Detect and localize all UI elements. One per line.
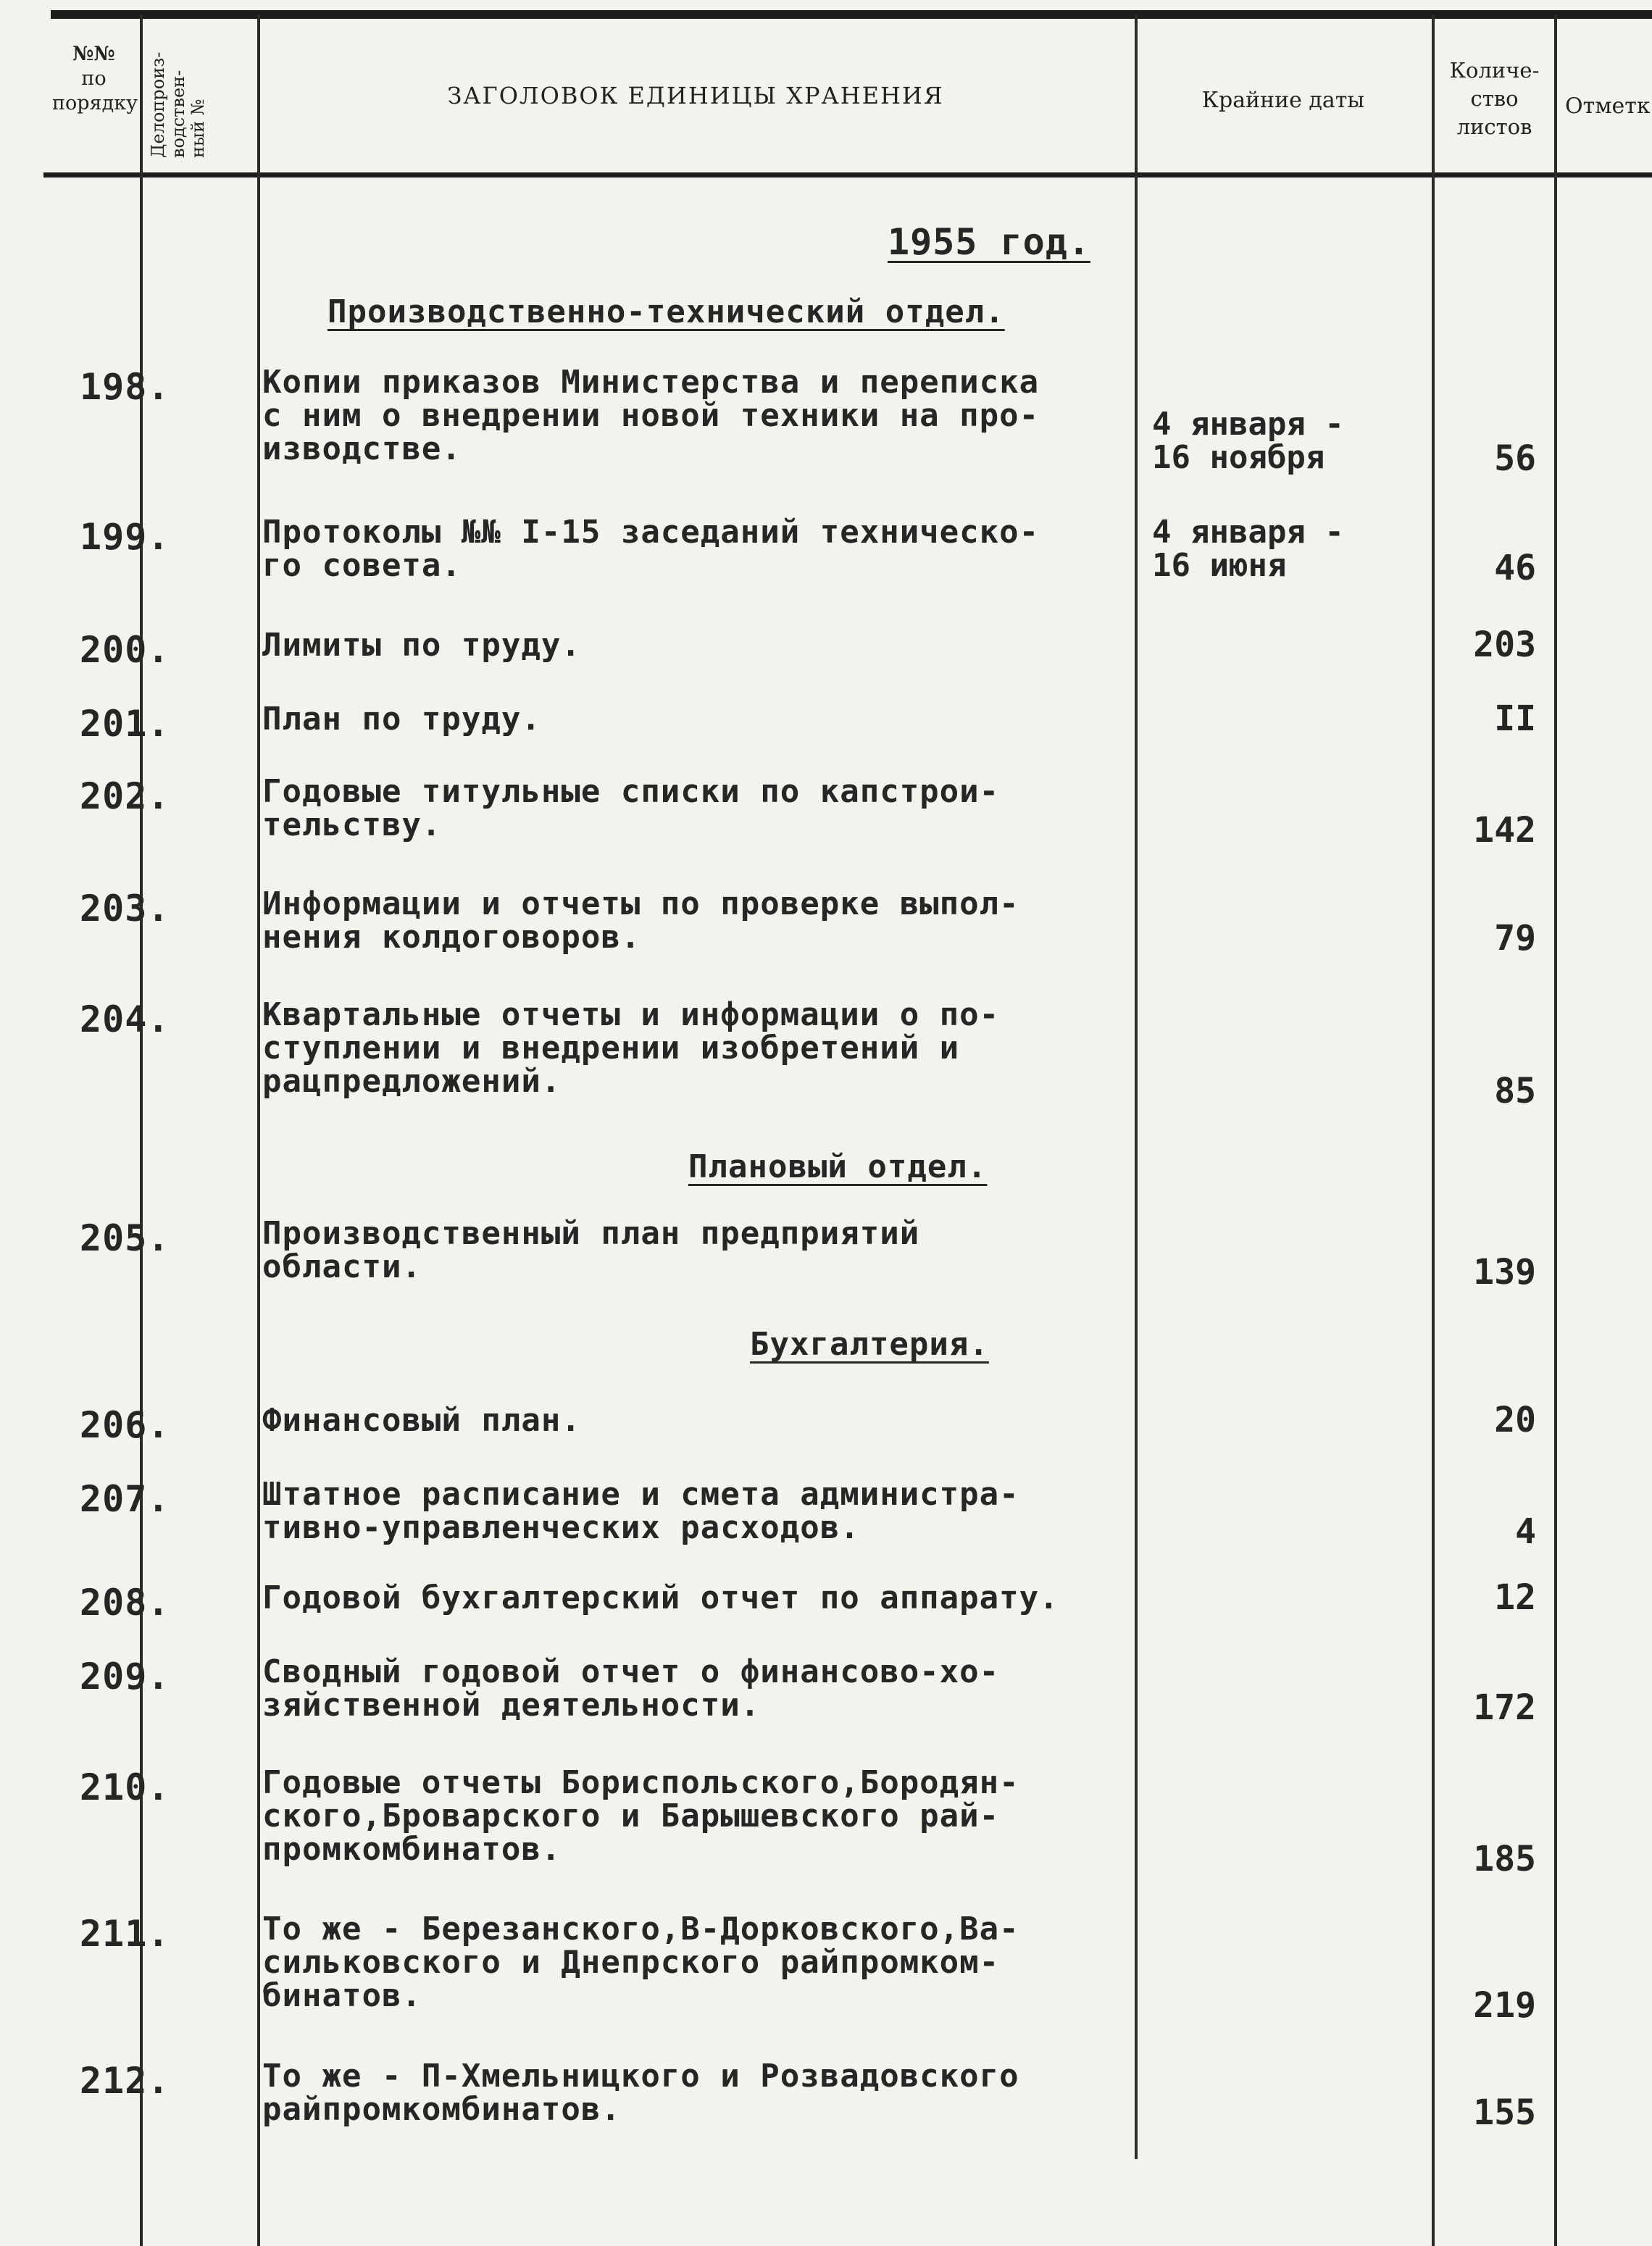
item-title: Годовые отчеты Бориспольского,Бородян- ского,Броварского и Барышевского рай- промкомбинатов. [262, 1764, 1019, 1868]
item-number: 203. [80, 888, 170, 930]
item-title: План по труду. [262, 701, 541, 738]
item-number: 210. [80, 1766, 170, 1808]
item-number: 199. [80, 516, 170, 558]
column-rule-2 [257, 14, 260, 2246]
column-rule-5 [1554, 14, 1557, 2246]
header-office-number [149, 6, 209, 158]
item-title: Информации и отчеты по проверке выпол- нения колдоговоров. [262, 885, 1019, 956]
item-number: 207. [80, 1478, 170, 1520]
item-title: Копии приказов Министерства и переписка с ним о внедрении новой техники на про- изводстве. [262, 364, 1040, 467]
item-sheet-count: 79 [1494, 918, 1536, 959]
header-order-number-line1: №№ [72, 43, 115, 65]
item-number: 209. [80, 1656, 170, 1698]
item-title: Годовой бухгалтерский отчет по аппарату. [262, 1579, 1059, 1616]
item-sheet-count: 172 [1473, 1687, 1536, 1728]
item-title: Сводный годовой отчет о финансово-хо- зяйственной деятельности. [262, 1653, 1000, 1724]
header-office-number-line2: водствен- [167, 70, 188, 158]
section-heading-planning: Плановый отдел. [688, 1148, 988, 1185]
item-number: 198. [80, 366, 170, 408]
year-heading: 1955 год. [888, 221, 1090, 263]
item-sheet-count: 155 [1473, 2092, 1536, 2133]
header-sheet-count-line1: Количе- [1449, 58, 1540, 83]
item-dates: 4 января - 16 ноября [1152, 406, 1344, 476]
item-sheet-count: 139 [1473, 1252, 1536, 1293]
header-notes: Отметк [1565, 93, 1651, 119]
column-rule-1 [140, 14, 143, 2246]
header-title: ЗАГОЛОВОК ЕДИНИЦЫ ХРАНЕНИЯ [447, 82, 944, 109]
item-sheet-count: 185 [1473, 1839, 1536, 1879]
item-sheet-count: 46 [1494, 548, 1536, 588]
item-title: Квартальные отчеты и информации о по- ступлении и внедрении изобретений и рацпредложений. [262, 996, 1000, 1100]
item-title: Штатное расписание и смета администра- тивно-управленческих расходов. [262, 1476, 1019, 1546]
item-number: 201. [80, 703, 170, 745]
header-sheet-count-line3: листов [1456, 114, 1532, 140]
top-rule [51, 10, 1652, 19]
header-order-number [52, 42, 138, 115]
item-title: Лимиты по труду. [262, 627, 581, 664]
item-sheet-count: 20 [1494, 1400, 1536, 1440]
item-number: 212. [80, 2060, 170, 2102]
item-sheet-count: 219 [1473, 1985, 1536, 2026]
column-rule-4 [1432, 14, 1435, 2246]
item-title: Финансовый план. [262, 1402, 581, 1439]
item-number: 202. [80, 775, 170, 817]
header-sheet-count [1435, 57, 1554, 141]
item-sheet-count: 85 [1494, 1071, 1536, 1111]
header-bottom-rule [43, 172, 1652, 178]
item-number: 204. [80, 998, 170, 1040]
item-sheet-count: 12 [1494, 1577, 1536, 1618]
item-dates: 4 января - 16 июня [1152, 514, 1344, 584]
header-office-number-line3: ный № [188, 99, 209, 158]
header-sheet-count-line2: ство [1470, 86, 1519, 112]
item-title: Годовые титульные списки по капстрои- тельству. [262, 773, 1000, 843]
item-sheet-count: 203 [1473, 625, 1536, 665]
header-office-number-line1: Делопроиз- [148, 51, 168, 158]
header-order-number-line3: порядку [52, 91, 138, 114]
item-sheet-count: II [1494, 698, 1536, 739]
item-sheet-count: 4 [1515, 1511, 1536, 1552]
item-title: Протоколы №№ I-15 заседаний техническо- го совета. [262, 514, 1040, 584]
header-order-number-line2: по [81, 67, 107, 90]
item-number: 211. [80, 1913, 170, 1955]
item-number: 205. [80, 1217, 170, 1259]
section-heading-accounting: Бухгалтерия. [750, 1326, 989, 1363]
item-number: 200. [80, 629, 170, 671]
item-title: То же - П-Хмельницкого и Розвадовского райпромкомбинатов. [262, 2058, 1019, 2128]
item-number: 206. [80, 1404, 170, 1446]
item-sheet-count: 142 [1473, 810, 1536, 851]
item-sheet-count: 56 [1494, 438, 1536, 479]
header-dates: Крайние даты [1201, 88, 1365, 113]
section-heading-production: Производственно-технический отдел. [328, 293, 1005, 330]
item-title: То же - Березанского,В-Дорковского,Ва- сильковского и Днепрского райпромком- бинатов. [262, 1911, 1019, 2014]
item-number: 208. [80, 1582, 170, 1624]
item-title: Производственный план предприятий области. [262, 1215, 920, 1285]
